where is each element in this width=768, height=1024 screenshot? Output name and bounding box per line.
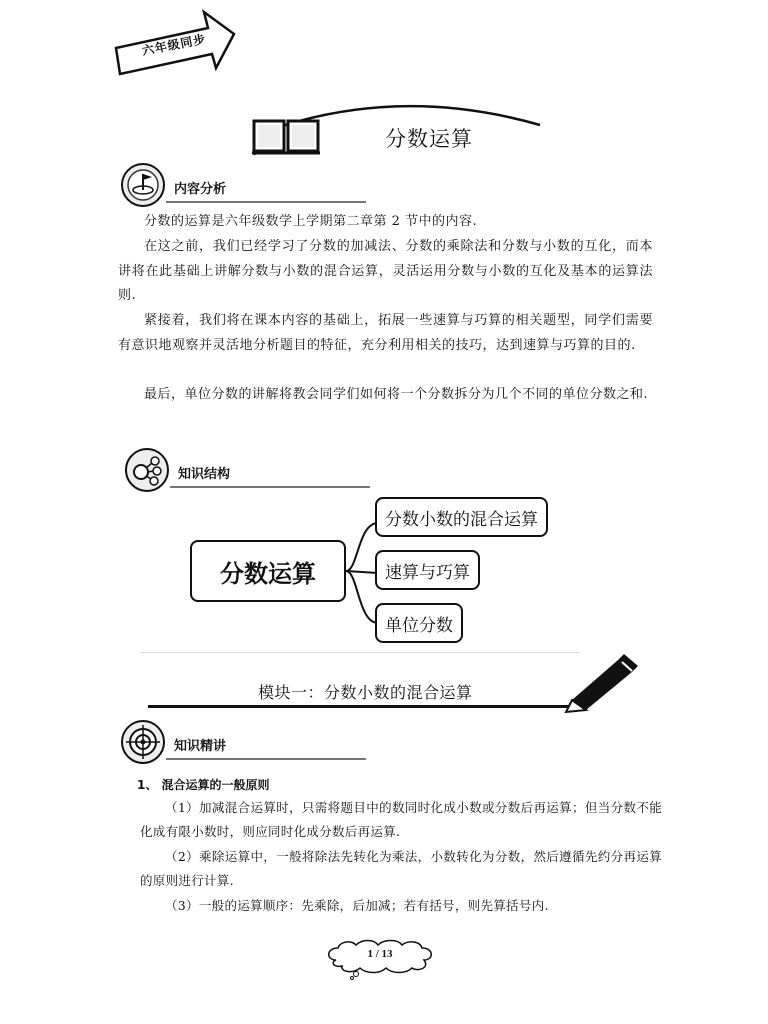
section-header-structure — [124, 447, 384, 497]
analysis-paragraph-4: 最后，单位分数的讲解将教会同学们如何将一个分数拆分为几个不同的单位分数之和. — [144, 387, 649, 402]
analysis-paragraph-3: 紧接着，我们将在课本内容的基础上，拓展一些速算与巧算的相关题型，同学们需要有意识地观察并灵活地分析题目的特征，充分利用相关的技巧，达到速算与巧算的目的. — [118, 313, 653, 353]
rule-item-2: （2）乘除运算中，一般将除法先转化为乘法，小数转化为分数，然后遵循先约分再运算的原则进行计算. — [140, 849, 662, 888]
grade-badge-label: 六年级同步 — [140, 31, 208, 59]
analysis-paragraph-2: 在这之前，我们已经学习了分数的加减法、分数的乘除法和分数与小数的互化，而本讲将在此基础上讲解分数与小数的混合运算，灵活运用分数与小数的互化及基本的运算法则. — [118, 239, 653, 303]
module-title: 模块一：分数小数的混合运算 — [258, 683, 473, 702]
mindmap-child-mixed-operations: 分数小数的混合运算 — [375, 497, 548, 537]
section-title-analysis: 内容分析 — [174, 182, 227, 197]
mindmap-root: 分数运算 — [190, 540, 346, 602]
network-nodes-icon — [124, 447, 170, 493]
analysis-paragraph-1: 分数的运算是六年级数学上学期第二章第 2 节中的内容. — [144, 214, 478, 229]
rules-heading: 1、 混合运算的一般原则 — [137, 778, 270, 792]
section-title-structure: 知识结构 — [178, 467, 231, 482]
section-underline — [166, 758, 366, 760]
mindmap-child-unit-fraction: 单位分数 — [375, 603, 463, 643]
target-icon — [120, 719, 166, 765]
mindmap-child-quick-calc: 速算与巧算 — [375, 550, 480, 590]
section-underline — [166, 201, 366, 203]
rule-item-3: （3）一般的运算顺序：先乘除，后加减；若有括号，则先算括号内. — [165, 898, 549, 913]
page-title: 分数运算 — [385, 127, 473, 151]
section-header-analysis — [120, 162, 380, 212]
module-underline — [148, 705, 588, 708]
open-book-icon — [250, 117, 322, 157]
page-number: 1 / 13 — [367, 948, 393, 960]
pencil-icon — [562, 648, 642, 714]
compass-pin-icon — [120, 162, 166, 208]
section-title-lecture: 知识精讲 — [174, 739, 227, 754]
rule-item-1: （1）加减混合运算时，只需将题目中的数同时化成小数或分数后再运算；但当分数不能化成有限小数时，则应同时化成分数后再运算. — [140, 800, 662, 839]
grade-badge — [112, 8, 242, 78]
section-underline — [170, 486, 370, 488]
section-header-lecture — [120, 719, 380, 769]
module-banner-top-rule — [140, 652, 580, 653]
